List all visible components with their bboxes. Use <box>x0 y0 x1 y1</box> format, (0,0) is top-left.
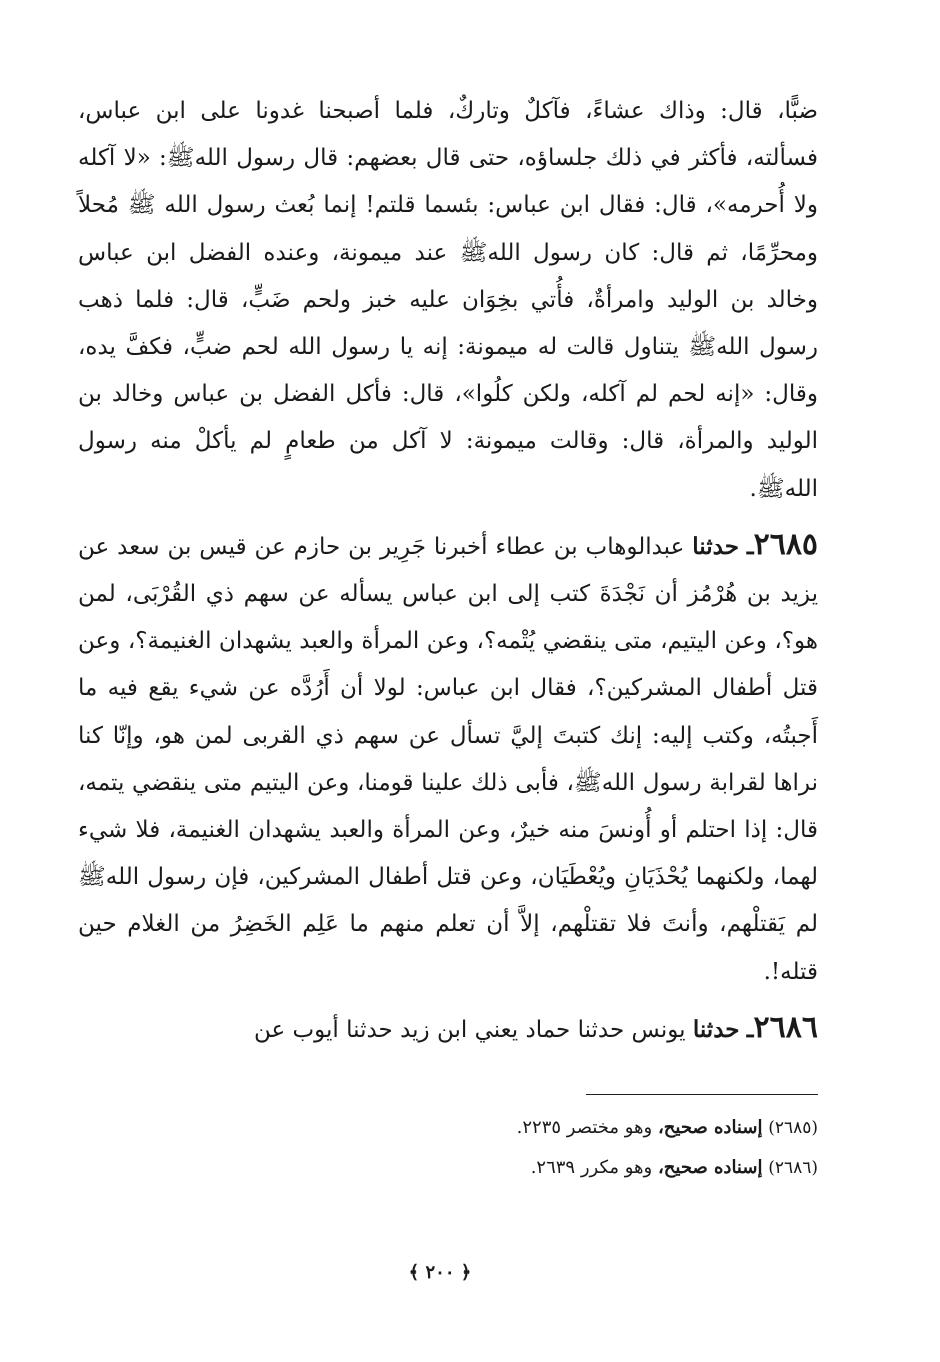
footnotes <box>218 1108 818 1188</box>
hadith-continuation-paragraph <box>78 88 818 513</box>
page-number: ﴿ ٢٠٠ ﴾ <box>408 1262 472 1283</box>
text-line: عباس وخالد بن الوليد والمرأة، قال: وقالت ميمونة: لا آكل من طعامٍ لم <box>78 381 818 455</box>
text-line: والعبد يشهدان الغنيمة؟، وعن قتل أطفال المشركين؟، فقال ابن عباس: <box>78 628 818 702</box>
hadith-2685-paragraph <box>78 521 818 996</box>
footnote-divider <box>586 1094 818 1095</box>
text-line: فسألته، فأكثر في ذلك جلساؤه، حتى قال بعضهم: قال رسول اللهﷺ: «لا <box>123 145 819 172</box>
text-line: فكفَّ يده، وقال: «إنه لحم لم آكله، ولكن كلُوا»، قال: فأكل الفضل بن <box>78 334 818 408</box>
footnote-grade: إسناده صحيح، <box>657 1117 763 1138</box>
text-line: ضبًّا، قال: وذاك عشاءً، فآكلٌ وتاركٌ، فلما أصبحنا غدونا على ابن عباس، <box>78 98 818 124</box>
narration-keyword: حدثنا <box>692 1015 740 1043</box>
text-line: فلما ذهب رسول اللهﷺ يتناول قالت له ميمونة: إنه يا رسول الله لحم ضبٍّ، <box>78 286 819 361</box>
footnote-ref: (٢٦٨٥) <box>768 1118 818 1138</box>
text-line: وعن المرأة والعبد يشهدان الغنيمة، فلا شيء لهما، ولكنهما يُحْذَيَانِ <box>78 817 818 891</box>
text-line: سهم ذي القُرْبَى، لمن هو؟، وعن اليتيم، متى ينقضي يُتْمه؟، وعن المرأة <box>78 581 818 655</box>
text-line: يأكلْ منه رسول اللهﷺ. <box>78 428 818 502</box>
footnote-note: وهو مكرر ٢٦٣٩. <box>530 1157 653 1178</box>
hadith-number: ٢٦٨٥ <box>753 526 819 562</box>
narration-keyword: حدثنا <box>692 532 739 560</box>
footnote-2686 <box>218 1148 818 1188</box>
text-line: علينا قومنا، وعن اليتيم متى ينقضي يتمه، قال: إذا احتلم أو أُونسَ منه خيرٌ، <box>78 769 818 844</box>
text-line: عبدالوهاب بن عطاء أخبرنا جَرِير بن حازم عن <box>254 533 685 560</box>
text-line: فلا تقتلْهم، إلاَّ أن تعلم منهم ما عَلِم الخَضِرُ من الغلام حين قتله!. <box>78 911 818 985</box>
main-text <box>78 88 818 1054</box>
footnote-2685 <box>218 1108 818 1148</box>
text-line: يونس حدثنا حماد يعني ابن زيد حدثنا أيوب عن <box>253 1016 686 1043</box>
text-line: ويُعْطَيَان، وعن قتل أطفال المشركين، فإن رسول اللهﷺ لم يَقتلْهم، وأنتَ <box>78 864 819 938</box>
hadith-dash: ـ <box>746 1015 754 1043</box>
footnote-ref: (٢٦٨٦) <box>768 1158 818 1178</box>
text-line: قيس بن سعد عن يزيد بن هُرْمُز أن نَجْدَةَ كتب إلى ابن عباس يسأله عن <box>78 533 819 608</box>
hadith-dash: ـ <box>746 532 754 560</box>
text-line: ﷺ مُحلاً ومحرِّمًا، ثم قال: كان رسول اللهﷺ عند ميمونة، وعنده الفضل <box>78 192 819 266</box>
text-line: ابن عباس وخالد بن الوليد وامرأةٌ، فأُتي بخِوَان عليه خبز ولحم ضَبٍّ، قال: <box>78 239 818 313</box>
text-line: عن سهم ذي القربى لمن هو، وإنّا كنا نراها لقرابة رسول اللهﷺ، فأبى ذلك <box>78 722 819 796</box>
hadith-2686-paragraph <box>78 1004 818 1054</box>
footnote-note: وهو مختصر ٢٢٣٥. <box>516 1117 653 1138</box>
text-line: آكله ولا أُحرمه»، قال: فقال ابن عباس: بئسما قلتم! إنما بُعث رسول الله <box>78 145 818 219</box>
hadith-number: ٢٦٨٦ <box>753 1009 818 1045</box>
text-line: لولا أن أَرُدَّه عن شيء يقع فيه ما أَجبتُه، وكتب إليه: إنك كتبتَ إليَّ تسأل <box>78 675 819 749</box>
footnote-grade: إسناده صحيح، <box>657 1157 763 1178</box>
